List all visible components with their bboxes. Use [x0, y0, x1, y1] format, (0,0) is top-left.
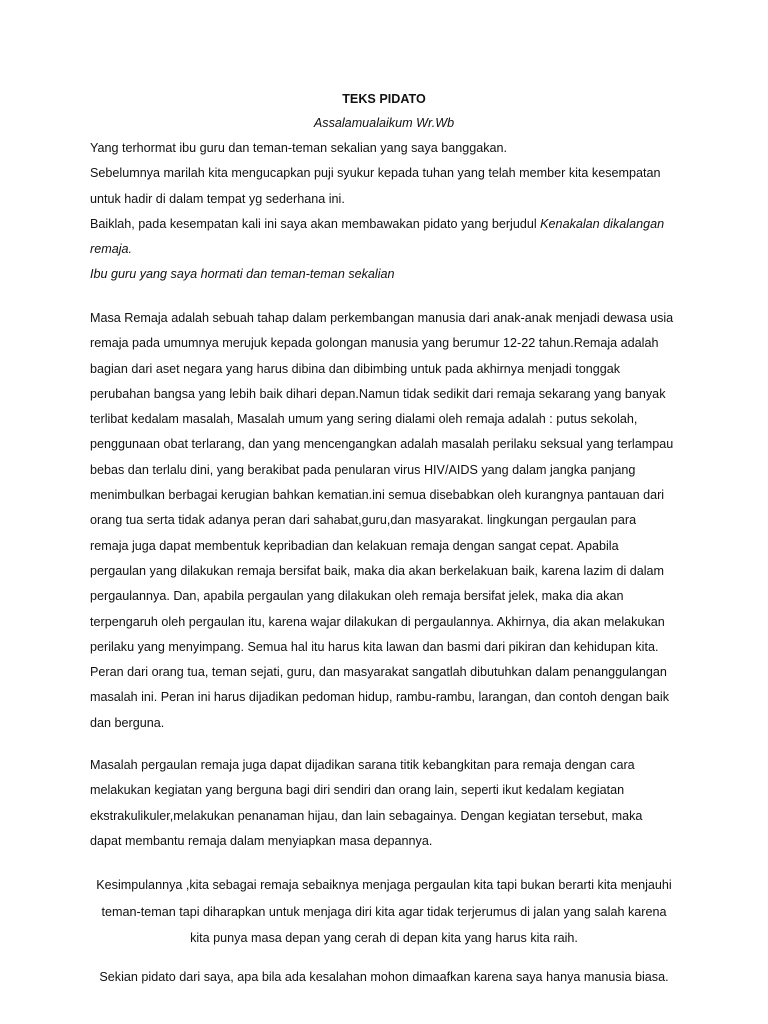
paragraph-line: remaja pada umumnya merujuk kepada golongan manusia yang berumur 12-22 tahun.Remaja adalah: [90, 336, 659, 351]
paragraph-line: bebas dan terlalu dini, yang berakibat pada penularan virus HIV/AIDS yang dalam jangka panjang: [90, 462, 636, 477]
closing-paragraph: [84, 965, 684, 990]
paragraph-line: terlibat kedalam masalah, Masalah umum yang sering dialami oleh remaja adalah : putus sekolah,: [90, 412, 638, 427]
closing-line: Sekian pidato dari saya, apa bila ada kesalahan mohon dimaafkan karena saya hanya manusia biasa.: [99, 970, 669, 984]
gratitude-text: [90, 161, 690, 212]
topic-title-continued: remaja.: [90, 242, 132, 257]
paragraph-line: Masa Remaja adalah sebuah tahap dalam perkembangan manusia dari anak-anak menjadi dewasa usia: [90, 311, 674, 325]
topic-text: [90, 212, 690, 263]
paragraph-line: perilaku yang menyimpang. Semua hal itu harus kita lawan dan basmi dari pikiran dan kehidupan kita.: [90, 639, 659, 654]
topic-title: Kenakalan dikalangan: [540, 216, 665, 231]
paragraph-line: dan berguna.: [90, 715, 165, 730]
paragraph-kegiatan: [90, 753, 690, 854]
paragraph-line: penggunaan obat terlarang, dan yang mencengangkan adalah masalah perilaku seksual yang terlampau: [90, 437, 674, 452]
paragraph-line: Peran dari orang tua, teman sejati, guru, dan masyarakat sangatlah dibutuhkan dalam penanggulangan: [90, 665, 667, 680]
conclusion-line: kita punya masa depan yang cerah di depan kita yang harus kita raih.: [190, 931, 578, 945]
paragraph-line: masalah ini. Peran ini harus dijadikan pedoman hidup, rambu-rambu, larangan, dan contoh dengan baik: [90, 690, 669, 705]
greeting-line: Yang terhormat ibu guru dan teman-teman sekalian yang saya banggakan.: [90, 141, 508, 155]
paragraph-line: Masalah pergaulan remaja juga dapat dijadikan sarana titik kebangkitan para remaja dengan cara: [90, 758, 635, 772]
paragraph-line: pergaulan yang dilakukan remaja bersifat baik, maka dia akan berkelakuan baik, karena lazim di dalam: [90, 563, 665, 578]
paragraph-line: bagian dari aset negara yang harus dibina dan dibimbing untuk pada akhirnya menjadi tonggak: [90, 361, 621, 376]
address-line: Ibu guru yang saya hormati dan teman-teman sekalian: [90, 267, 395, 282]
paragraph-line: melakukan kegiatan yang berguna bagi diri sendiri dan orang lain, seperti ikut kedalam kegiatan: [90, 783, 625, 798]
paragraph-line: ekstrakulikuler,melakukan penanaman hijau, dan lain sebagainya. Dengan kegiatan tersebut, maka: [90, 808, 643, 823]
paragraph-line: terpengaruh oleh pergaulan itu, karena wajar dilakukan di pergaulannya. Akhirnya, dia akan melakukan: [90, 614, 665, 629]
paragraph-line: remaja juga dapat membentuk kepribadian dan kelakuan remaja dengan sangat cepat. Apabila: [90, 538, 619, 553]
conclusion-line: Kesimpulannya ,kita sebagai remaja sebaiknya menjaga pergaulan kita tapi bukan berarti kita menjauhi: [96, 878, 672, 892]
opening-salam: Assalamualaikum Wr.Wb: [313, 116, 455, 130]
gratitude-line: Sebelumnya marilah kita mengucapkan puji syukur kepada tuhan yang telah member kita kesempatan: [90, 166, 661, 181]
paragraph-line: menimbulkan berbagai kerugian bahkan kematian.ini semua disebabkan oleh kurangnya pantauan dari: [90, 488, 665, 503]
conclusion-line: teman-teman tapi diharapkan untuk menjaga diri kita agar tidak terjerumus di jalan yang salah karena: [101, 904, 667, 919]
paragraph-line: perubahan bangsa yang lebih baik dihari depan.Namun tidak sedikit dari remaja sekarang yang banyak: [90, 386, 666, 401]
conclusion-paragraph: [84, 872, 684, 952]
paragraph-line: orang tua serta tidak adanya peran dari sahabat,guru,dan masyarakat. lingkungan pergaulan para: [90, 513, 637, 528]
topic-line: [90, 212, 690, 237]
page-bottom-fade: [0, 1006, 768, 1024]
paragraph-line: dapat membantu remaja dalam menyiapkan masa depannya.: [90, 833, 433, 848]
gratitude-line: untuk hadir di dalam tempat yg sederhana ini.: [90, 191, 345, 206]
paragraph-line: pergaulannya. Dan, apabila pergaulan yang dilakukan oleh remaja bersifat jelek, maka dia akan: [90, 589, 624, 604]
opening-section: [90, 136, 690, 288]
document-title: TEKS PIDATO: [342, 92, 426, 106]
topic-prefix: Baiklah, pada kesempatan kali ini saya akan membawakan pidato yang berjudul: [90, 216, 541, 231]
paragraph-remaja: [90, 306, 690, 736]
